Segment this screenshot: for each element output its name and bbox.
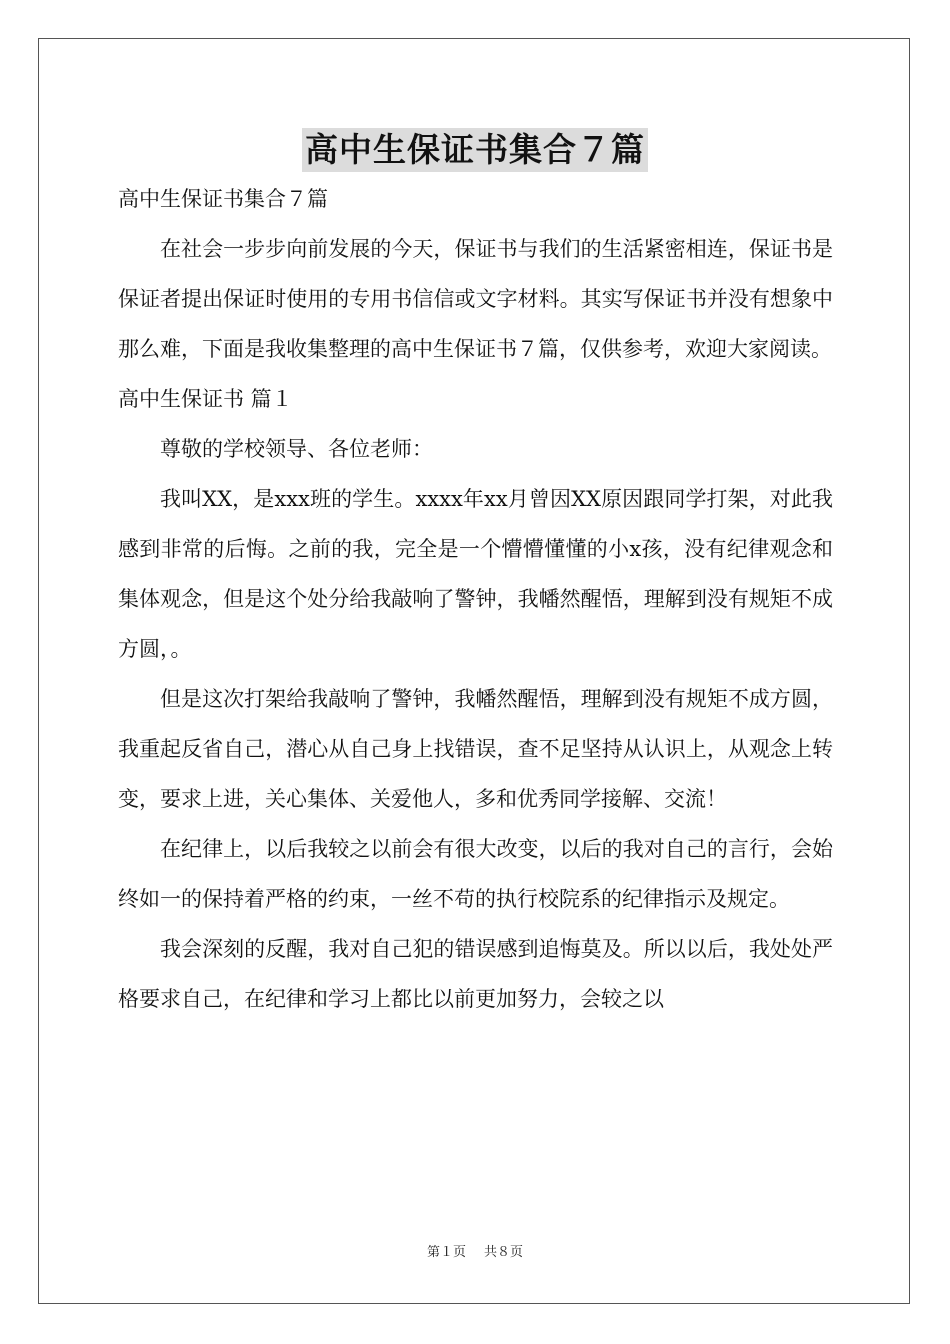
page-footer [0, 1244, 950, 1262]
paragraph: 但是这次打架给我敲响了警钟，我幡然醒悟，理解到没有规矩不成方圆，我重起反省自己，潜心从自己身上找错误，查不足坚持从认识上，从观念上转变，要求上进，关心集体、关爱他人，多和优秀同学接解、交流！ [118, 687, 833, 811]
salutation: 尊敬的学校领导、各位老师： [160, 437, 433, 461]
document-title: 高中生保证书集合７篇 [302, 128, 648, 172]
paragraph: 我叫XX，是xxx班的学生。xxxx年xx月曾因XX原因跟同学打架，对此我感到非常的后悔。之前的我，完全是一个懵懵懂懂的小x孩，没有纪律观念和集体观念，但是这个处分给我敲响了警钟，我幡然醒悟，理解到没有规矩不成方圆，。 [118, 487, 833, 661]
title-block [0, 128, 950, 172]
paragraph: 在纪律上，以后我较之以前会有很大改变，以后的我对自己的言行，会始终如一的保持着严格的约束，一丝不苟的执行校院系的纪律指示及规定。 [118, 837, 833, 911]
paragraph: 在社会一步步向前发展的今天，保证书与我们的生活紧密相连，保证书是保证者提出保证时使用的专用书信信或文字材料。其实写保证书并没有想象中那么难，下面是我收集整理的高中生保证书７篇，仅供参考，欢迎大家阅读。 [118, 237, 833, 361]
page-number: 第１页 [426, 1245, 466, 1260]
page-total: 共８页 [484, 1245, 524, 1260]
paragraph: 我会深刻的反醒，我对自己犯的错误感到追悔莫及。所以以后，我处处严格要求自己，在纪律和学习上都比以前更加努力，会较之以 [118, 937, 833, 1011]
section-heading: 高中生保证书 篇１ [118, 387, 293, 411]
paragraph: 高中生保证书集合７篇 [118, 187, 328, 211]
document-body [118, 174, 833, 1024]
